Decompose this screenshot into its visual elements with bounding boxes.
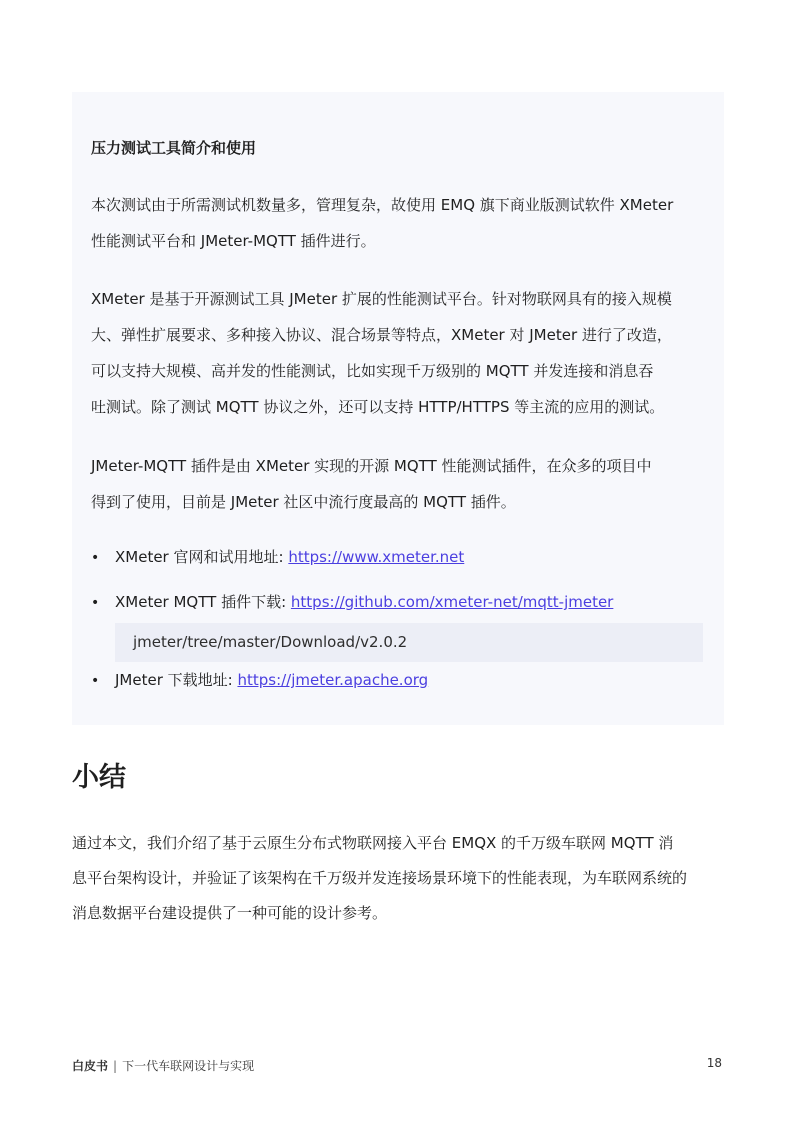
paragraph-line: 可以支持大规模、高并发的性能测试，比如实现千万级别的 MQTT 并发连接和消息吞 — [91, 362, 654, 380]
paragraph-line: 通过本文，我们介绍了基于云原生分布式物联网接入平台 EMQX 的千万级车联网 MQTT 消 — [72, 834, 674, 852]
intro-paragraph — [91, 187, 711, 259]
paragraph-line: JMeter-MQTT 插件是由 XMeter 实现的开源 MQTT 性能测试插件，在众多的项目中 — [91, 457, 652, 475]
list-item-label: XMeter 官网和试用地址: — [115, 548, 289, 566]
plugin-paragraph — [91, 448, 711, 520]
list-item-label: XMeter MQTT 插件下载: — [115, 593, 291, 611]
jmeter-download-link[interactable]: https://jmeter.apache.org — [237, 671, 429, 689]
paragraph-line: 息平台架构设计，并验证了该架构在千万级并发连接场景环境下的性能表现，为车联网系统的 — [72, 869, 688, 887]
page-footer — [72, 1057, 254, 1075]
paragraph-line: 本次测试由于所需测试机数量多，管理复杂，故使用 EMQ 旗下商业版测试软件 XMeter — [91, 196, 674, 214]
list-item — [91, 545, 464, 570]
section-title: 小结 — [72, 762, 126, 793]
link-continuation: jmeter/tree/master/Download/v2.0.2 — [115, 623, 703, 662]
paragraph-line: 吐测试。除了测试 MQTT 协议之外，还可以支持 HTTP/HTTPS 等主流的应用的测试。 — [91, 398, 665, 416]
footer-doc-title: 下一代车联网设计与实现 — [122, 1059, 255, 1073]
list-item-label: JMeter 下载地址: — [115, 671, 238, 689]
list-item — [91, 590, 613, 615]
mqtt-plugin-download-link[interactable]: https://github.com/xmeter-net/mqtt-jmeter — [290, 593, 614, 611]
xmeter-site-link[interactable]: https://www.xmeter.net — [288, 548, 465, 566]
bullet-dot: • — [91, 673, 100, 689]
xmeter-paragraph — [91, 281, 711, 425]
bullet-dot: • — [91, 595, 100, 611]
paragraph-line: 消息数据平台建设提供了一种可能的设计参考。 — [72, 904, 388, 922]
list-item — [91, 668, 428, 693]
tool-intro-callout — [72, 92, 724, 725]
page-number: 18 — [706, 1056, 722, 1070]
summary-paragraph — [72, 826, 724, 931]
callout-title: 压力测试工具简介和使用 — [91, 139, 257, 157]
paragraph-line: 性能测试平台和 JMeter-MQTT 插件进行。 — [91, 232, 376, 250]
bullet-dot: • — [91, 550, 100, 566]
footer-brand: 白皮书 — [72, 1059, 109, 1073]
footer-separator: | — [113, 1059, 118, 1073]
paragraph-line: XMeter 是基于开源测试工具 JMeter 扩展的性能测试平台。针对物联网具有的接入规模 — [91, 290, 672, 308]
paragraph-line: 得到了使用，目前是 JMeter 社区中流行度最高的 MQTT 插件。 — [91, 493, 516, 511]
paragraph-line: 大、弹性扩展要求、多种接入协议、混合场景等特点，XMeter 对 JMeter 进行了改造， — [91, 326, 672, 344]
